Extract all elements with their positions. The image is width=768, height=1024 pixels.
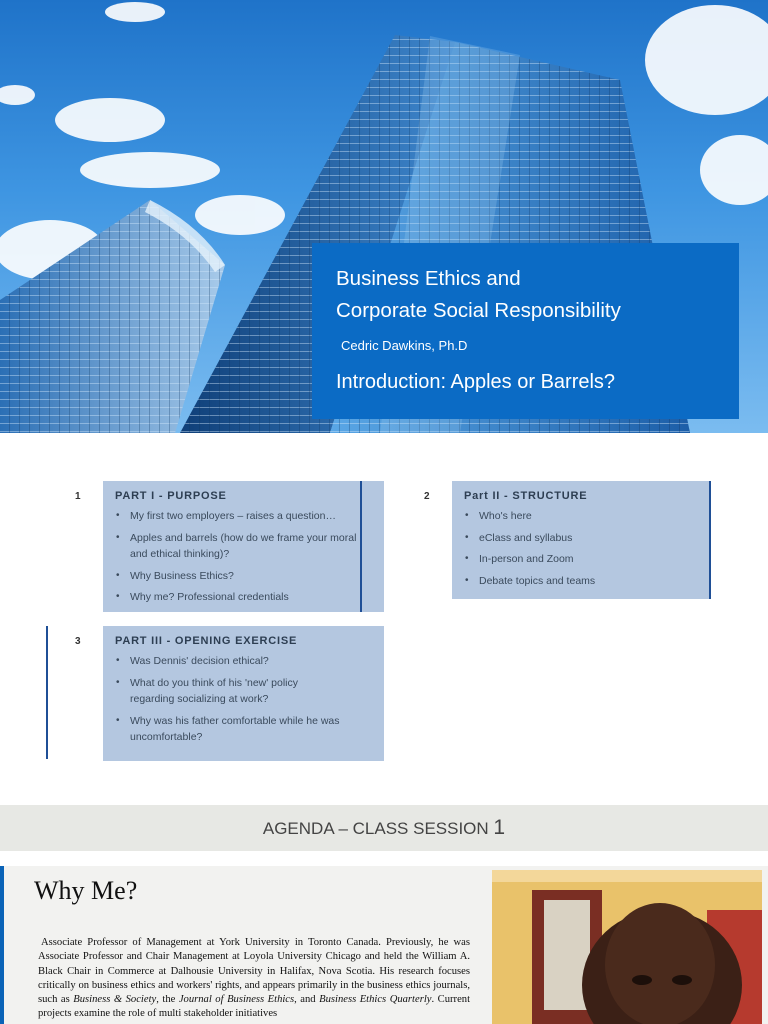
card-item-list — [113, 503, 362, 606]
journal-title: Journal of Business Ethics — [178, 994, 295, 1006]
list-item: • What do you think of his 'new' policy regarding socializing at work? — [113, 675, 345, 708]
author-name: Cedric Dawkins, Ph.D — [341, 338, 468, 353]
portrait-image — [492, 870, 762, 1024]
bio-text: , and — [294, 994, 320, 1006]
presentation-subtitle: Introduction: Apples or Barrels? — [336, 371, 616, 393]
agenda-slide — [0, 433, 768, 805]
bio-text: , the — [156, 994, 179, 1006]
card-divider-line — [46, 626, 48, 759]
presentation-title — [336, 263, 621, 327]
list-item: • My first two employers – raises a question… — [113, 508, 362, 525]
title-line-2: Corporate Social Responsibility — [336, 299, 621, 322]
card-heading: Part II - STRUCTURE — [464, 490, 588, 502]
agenda-title: AGENDA – CLASS SESSION — [262, 819, 489, 838]
bio-paragraph — [38, 936, 470, 1022]
card-divider-line — [709, 481, 711, 599]
list-item: • Why Business Ethics? — [113, 568, 362, 585]
card-heading: PART III - OPENING EXERCISE — [115, 635, 298, 647]
journal-title: Business & Society — [73, 994, 157, 1006]
agenda-card-part-3 — [103, 626, 384, 761]
list-item: • Who's here — [462, 508, 595, 525]
bio-text: Associate Professor of Management at York University in Toronto Canada. Previously, he was Associate Professor and Chair Management at Loyola University Chicago and held the William A. Black Chair in Commerce at Dalhousie University in Halifax, Nova Scotia. His research focuses critically on business ethics and workers' rights, and appears primarily in the business ethics journals, such as — [38, 937, 470, 1006]
professor-photo — [492, 870, 762, 1024]
list-item: • Why was his father comfortable while he was uncomfortable? — [113, 713, 378, 746]
agenda-card-part-1 — [103, 481, 384, 612]
title-slide — [0, 0, 768, 433]
agenda-card-part-2 — [452, 481, 710, 599]
card-item-list — [113, 648, 378, 746]
bio-text: . Current projects examine the role of multi stakeholder initiatives — [38, 994, 471, 1020]
why-me-slide — [0, 805, 768, 1024]
list-item: • Debate topics and teams — [462, 573, 595, 590]
journal-title: Business Ethics Quarterly — [319, 994, 432, 1006]
card-divider-line — [360, 481, 362, 612]
card-number-1: 1 — [75, 491, 81, 502]
why-me-heading: Why Me? — [34, 876, 138, 905]
accent-bar — [0, 866, 4, 1024]
card-number-3: 3 — [75, 636, 81, 647]
list-item: • In-person and Zoom — [462, 551, 595, 568]
agenda-session-number: 1 — [493, 816, 506, 839]
title-box — [312, 243, 739, 419]
card-heading: PART I - PURPOSE — [115, 490, 227, 502]
list-item: • Apples and barrels (how do we frame your moral and ethical thinking)? — [113, 530, 362, 563]
card-number-2: 2 — [424, 491, 430, 502]
title-line-1: Business Ethics and — [336, 267, 521, 290]
why-me-panel — [0, 866, 768, 1024]
list-item: • Was Dennis' decision ethical? — [113, 653, 378, 670]
list-item: • Why me? Professional credentials — [113, 589, 362, 606]
card-item-list — [462, 503, 595, 589]
list-item: • eClass and syllabus — [462, 530, 595, 547]
agenda-title-bar — [0, 805, 768, 851]
